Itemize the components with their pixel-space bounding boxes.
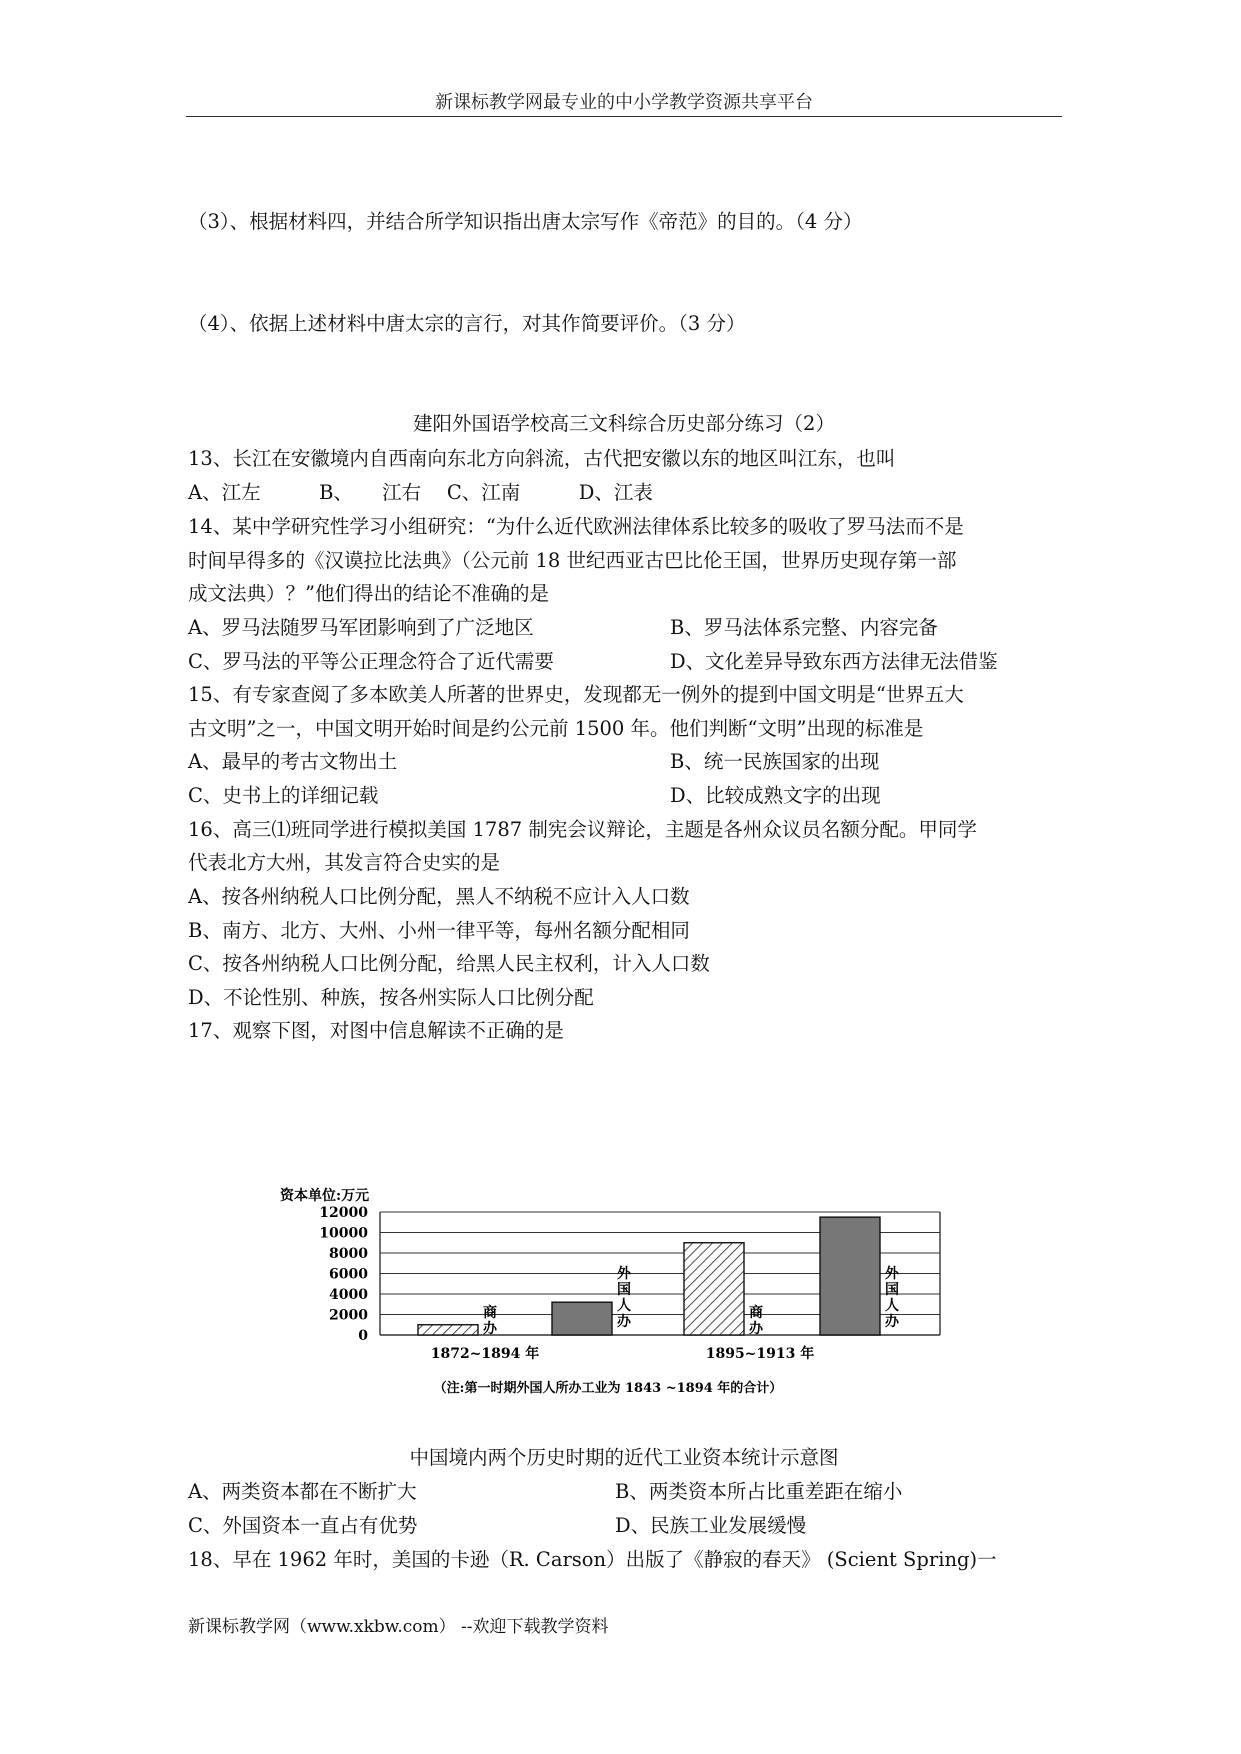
- bar-label: 外国人办: [885, 1266, 899, 1330]
- y-tick-label: 12000: [319, 1205, 368, 1221]
- question-14-line-1: 14、某中学研究性学习小组研究：“为什么近代欧洲法律体系比较多的吸收了罗马法而不是: [188, 515, 964, 538]
- y-axis-title: 资本单位:万元: [280, 1188, 370, 1204]
- question-14-option-b: B、罗马法体系完整、内容完备: [670, 616, 938, 639]
- header-divider: [186, 116, 1062, 117]
- bar-label: 外国人办: [617, 1266, 631, 1330]
- y-tick-label: 2000: [329, 1307, 368, 1324]
- y-tick-label: 8000: [329, 1246, 368, 1262]
- question-14-option-d: D、文化差异导致东西方法律无法借鉴: [670, 650, 998, 673]
- question-15-option-a: A、最早的考古文物出土: [188, 750, 398, 773]
- question-3: （3）、根据材料四，并结合所学知识指出唐太宗写作《帝范》的目的。（4 分）: [188, 210, 863, 233]
- question-17-option-a: A、两类资本都在不断扩大: [188, 1480, 417, 1503]
- question-15-option-c: C、史书上的详细记载: [188, 784, 379, 807]
- y-tick-labels: [319, 1205, 368, 1344]
- question-15-option-b: B、统一民族国家的出现: [670, 750, 880, 773]
- question-17: 17、观察下图，对图中信息解读不正确的是: [188, 1019, 564, 1042]
- y-tick-label: 10000: [319, 1225, 368, 1242]
- question-14-option-a: A、罗马法随罗马军团影响到了广泛地区: [188, 616, 534, 639]
- question-16-line-1: 16、高三⑴班同学进行模拟美国 1787 制宪会议辩论，主题是各州众议员名额分配。甲同学: [188, 818, 977, 841]
- question-16-option-c: C、按各州纳税人口比例分配，给黑人民主权利，计入人口数: [188, 952, 710, 975]
- chart-note: （注:第一时期外国人所办工业为 1843 ~1894 年的合计）: [433, 1381, 783, 1396]
- bar-commercial: [684, 1243, 744, 1335]
- bar-foreign: [820, 1217, 880, 1335]
- question-16-option-d: D、不论性别、种族，按各州实际人口比例分配: [188, 986, 594, 1009]
- question-14-line-2: 时间早得多的《汉谟拉比法典》（公元前 18 世纪西亚古巴比伦王国，世界历史现存第一部: [188, 549, 957, 572]
- question-13: 13、长江在安徽境内自西南向东北方向斜流，古代把安徽以东的地区叫江东，也叫: [188, 447, 896, 470]
- y-tick-label: 6000: [329, 1266, 368, 1283]
- bar-commercial: [418, 1325, 478, 1335]
- question-17-option-b: B、两类资本所占比重差距在缩小: [615, 1480, 903, 1503]
- x-group-labels: [431, 1345, 815, 1362]
- y-tick-label: 4000: [329, 1287, 368, 1303]
- question-14-line-3: 成文法典）？”他们得出的结论不准确的是: [188, 582, 549, 605]
- question-16-option-a: A、按各州纳税人口比例分配，黑人不纳税不应计入人口数: [188, 885, 690, 908]
- question-14-option-c: C、罗马法的平等公正理念符合了近代需要: [188, 650, 554, 673]
- capital-bar-chart: [270, 1180, 970, 1410]
- section-title: 建阳外国语学校高三文科综合历史部分练习（2）: [413, 412, 835, 435]
- question-15-option-d: D、比较成熟文字的出现: [670, 784, 881, 807]
- question-13-options: A、江左 B、 江右 C、江南 D、江表: [188, 481, 653, 504]
- question-18: 18、早在 1962 年时，美国的卡逊（R. Carson）出版了《静寂的春天》 (Scient Spring)一: [188, 1548, 997, 1571]
- question-17-option-c: C、外国资本一直占有优势: [188, 1514, 418, 1537]
- bar-foreign: [552, 1302, 612, 1335]
- question-15-line-1: 15、有专家查阅了多本欧美人所著的世界史，发现都无一例外的提到中国文明是“世界五大: [188, 683, 964, 706]
- question-15-line-2: 古文明”之一，中国文明开始时间是约公元前 1500 年。他们判断“文明”出现的标准是: [188, 717, 924, 740]
- x-group-label: 1895~1913 年: [705, 1346, 815, 1362]
- chart-caption: 中国境内两个历史时期的近代工业资本统计示意图: [409, 1446, 839, 1469]
- x-group-label: 1872~1894 年: [430, 1346, 540, 1362]
- question-16-option-b: B、南方、北方、大州、小州一律平等，每州名额分配相同: [188, 919, 690, 942]
- page-header: 新课标教学网最专业的中小学教学资源共享平台: [435, 92, 813, 113]
- bar-label: 商办: [749, 1305, 763, 1337]
- bar-label: 商办: [483, 1305, 497, 1337]
- question-17-option-d: D、民族工业发展缓慢: [615, 1514, 807, 1537]
- y-tick-label: 0: [358, 1328, 368, 1344]
- question-16-line-2: 代表北方大州，其发言符合史实的是: [188, 851, 501, 874]
- page-footer: 新课标教学网（www.xkbw.com） --欢迎下载教学资料: [188, 1617, 609, 1637]
- question-4: （4）、依据上述材料中唐太宗的言行，对其作简要评价。（3 分）: [188, 312, 746, 335]
